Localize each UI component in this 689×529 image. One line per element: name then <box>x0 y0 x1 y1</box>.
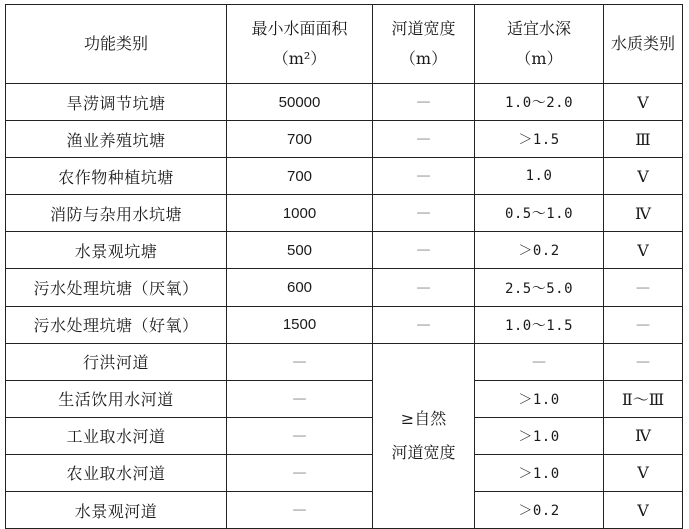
table-container <box>5 4 682 529</box>
cell-category: 农业取水河道 <box>6 454 227 491</box>
cell-area: — <box>227 417 373 454</box>
cell-area: 500 <box>227 232 373 269</box>
table-row <box>6 343 683 380</box>
cell-depth: ＞1.0 <box>475 417 604 454</box>
cell-width: — <box>373 195 475 232</box>
cell-depth: 1.0～2.0 <box>475 84 604 121</box>
cell-category: 消防与杂用水坑塘 <box>6 195 227 232</box>
table-row <box>6 454 683 491</box>
cell-quality: — <box>604 306 683 343</box>
header-min-area-title: 最小水面面积 <box>251 19 348 38</box>
cell-category: 农作物种植坑塘 <box>6 158 227 195</box>
cell-depth: 1.0～1.5 <box>475 306 604 343</box>
cell-width: — <box>373 158 475 195</box>
header-category: 功能类别 <box>6 5 227 84</box>
cell-category: 污水处理坑塘（好氧） <box>6 306 227 343</box>
cell-area: — <box>227 380 373 417</box>
cell-depth: ＞1.0 <box>475 380 604 417</box>
cell-category: 行洪河道 <box>6 343 227 380</box>
table-row <box>6 380 683 417</box>
table-row <box>6 121 683 158</box>
cell-depth: ＞0.2 <box>475 232 604 269</box>
cell-area: — <box>227 454 373 491</box>
cell-category: 生活饮用水河道 <box>6 380 227 417</box>
cell-depth: 0.5～1.0 <box>475 195 604 232</box>
cell-quality: Ⅴ <box>604 158 683 195</box>
cell-area: 600 <box>227 269 373 306</box>
header-depth-unit: （m） <box>515 49 563 68</box>
table-row <box>6 306 683 343</box>
cell-area: — <box>227 492 373 529</box>
cell-category: 旱涝调节坑塘 <box>6 84 227 121</box>
merged-width-line1: ≥自然 <box>400 408 447 428</box>
table-row <box>6 84 683 121</box>
cell-area: 700 <box>227 121 373 158</box>
table-row <box>6 158 683 195</box>
header-depth-title: 适宜水深 <box>506 19 571 38</box>
cell-category: 渔业养殖坑塘 <box>6 121 227 158</box>
cell-width-merged <box>373 343 475 528</box>
header-width-unit: （m） <box>399 49 448 68</box>
cell-depth: 2.5～5.0 <box>475 269 604 306</box>
table-row <box>6 417 683 454</box>
water-body-requirements-table <box>5 4 683 529</box>
cell-quality: Ⅴ <box>604 492 683 529</box>
merged-width-line2: 河道宽度 <box>391 442 456 462</box>
cell-category: 工业取水河道 <box>6 417 227 454</box>
table-row <box>6 269 683 306</box>
cell-quality: Ⅳ <box>604 195 683 232</box>
cell-width: — <box>373 269 475 306</box>
header-row <box>6 5 683 84</box>
cell-width: — <box>373 306 475 343</box>
cell-quality: — <box>604 343 683 380</box>
header-depth <box>475 5 604 84</box>
cell-width: — <box>373 232 475 269</box>
cell-quality: Ⅳ <box>604 417 683 454</box>
cell-depth: ＞0.2 <box>475 492 604 529</box>
cell-area: 700 <box>227 158 373 195</box>
cell-quality: Ⅲ <box>604 121 683 158</box>
header-quality: 水质类别 <box>604 5 683 84</box>
cell-quality: Ⅴ <box>604 232 683 269</box>
cell-area: 1000 <box>227 195 373 232</box>
cell-depth: ＞1.0 <box>475 454 604 491</box>
cell-quality: Ⅴ <box>604 454 683 491</box>
cell-area: 50000 <box>227 84 373 121</box>
table-row <box>6 195 683 232</box>
cell-category: 水景观坑塘 <box>6 232 227 269</box>
table-row <box>6 232 683 269</box>
cell-depth: 1.0 <box>475 158 604 195</box>
header-min-area-unit: （m²） <box>272 49 327 68</box>
cell-quality: Ⅴ <box>604 84 683 121</box>
cell-category: 水景观河道 <box>6 492 227 529</box>
header-min-area <box>227 5 373 84</box>
cell-area: — <box>227 343 373 380</box>
cell-category: 污水处理坑塘（厌氧） <box>6 269 227 306</box>
header-width-title: 河道宽度 <box>391 19 456 38</box>
cell-quality: — <box>604 269 683 306</box>
header-width <box>373 5 475 84</box>
table-row <box>6 492 683 529</box>
cell-width: — <box>373 84 475 121</box>
cell-area: 1500 <box>227 306 373 343</box>
cell-depth: ＞1.5 <box>475 121 604 158</box>
cell-quality: Ⅱ～Ⅲ <box>604 380 683 417</box>
cell-depth: — <box>475 343 604 380</box>
cell-width: — <box>373 121 475 158</box>
